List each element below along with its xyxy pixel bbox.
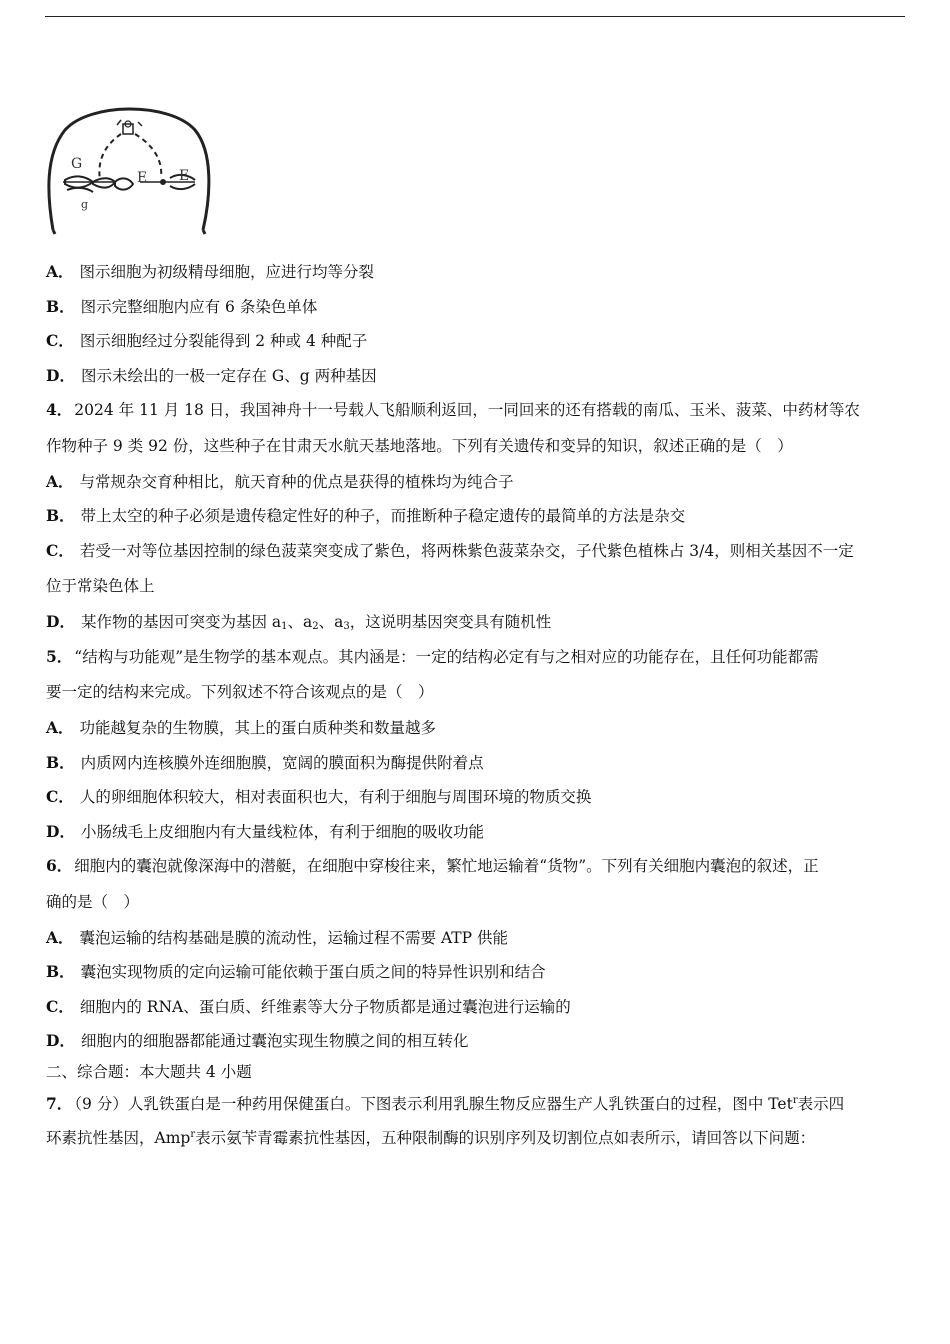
question-stem: 表示氨苄青霉素抗性基因，五种限制酶的识别序列及切割位点如表所示，请回答以下问题： (195, 1128, 816, 1147)
option-letter: A． (46, 927, 74, 947)
spindle-fiber-left (99, 134, 121, 180)
option-letter: D． (46, 1031, 75, 1050)
q7-stem-line2 (46, 1116, 906, 1153)
question-stem: （9 分）人乳铁蛋白是一种药用保健蛋白。下图表示利用乳腺生物反应器生产人乳铁蛋白的过程，图中 Tet (74, 1094, 793, 1113)
chromosome-middle (115, 178, 133, 189)
q6-option-a[interactable] (46, 921, 906, 956)
q4-stem-line1 (46, 393, 906, 428)
option-letter: B． (46, 752, 75, 772)
gene-label-E-2: E (179, 168, 190, 184)
option-letter: A． (46, 471, 74, 491)
gene-label-G: G (71, 156, 83, 172)
q4-option-c[interactable] (46, 534, 906, 569)
option-text: 带上太空的种子必须是遗传稳定性好的种子，而推断种子稳定遗传的最简单的方法是杂交 (80, 507, 686, 525)
q6-option-d[interactable] (46, 1024, 906, 1059)
option-text: 细胞内的 RNA、蛋白质、纤维素等大分子物质都是通过囊泡进行运输的 (79, 997, 571, 1016)
q5-option-c[interactable] (46, 780, 906, 815)
option-letter: C． (46, 996, 74, 1016)
option-text: 细胞内的细胞器都能通过囊泡实现生物膜之间的相互转化 (80, 1032, 469, 1050)
question-stem: 2024 年 11 月 18 日，我国神舟十一号载人飞船顺利返回，一同回来的还有搭载的南瓜、玉米、菠菜、中药材等农 (74, 401, 860, 419)
question-stem: “结构与功能观”是生物学的基本观点。其内涵是：一定的结构必定有与之相对应的功能存在，且任何功能都需 (74, 647, 819, 666)
option-text: 小肠绒毛上皮细胞内有大量线粒体，有利于细胞的吸收功能 (80, 822, 484, 841)
option-text: ，这说明基因突变具有随机性 (349, 613, 552, 631)
option-letter: A． (46, 718, 74, 737)
subscript: 2 (312, 621, 319, 632)
chromosome-left (63, 176, 117, 192)
option-text: 功能越复杂的生物膜，其上的蛋白质种类和数量越多 (79, 719, 437, 737)
option-text: 与常规杂交育种相比，航天育种的优点是获得的植株均为纯合子 (79, 472, 514, 491)
q3-option-c[interactable] (46, 324, 906, 359)
option-letter: B． (46, 506, 75, 525)
q4-option-c-line2: 位于常染色体上 (46, 577, 155, 595)
option-text: 、a (318, 613, 344, 631)
option-letter: A． (46, 262, 74, 281)
cell-division-figure (45, 100, 215, 235)
q5-option-d[interactable] (46, 815, 906, 850)
option-text: 若受一对等位基因控制的绿色菠菜突变成了紫色，将两株紫色菠菜杂交，子代紫色植株占 3/4，则相关基因不一定 (79, 541, 854, 560)
question-stem: 表示四 (797, 1094, 845, 1113)
question-stem: 细胞内的囊泡就像深海中的潜艇，在细胞中穿梭往来，繁忙地运输着“货物”。下列有关细胞内囊泡的叙述，正 (74, 857, 819, 875)
option-text: 人的卵细胞体积较大，相对表面积也大，有利于细胞与周围环境的物质交换 (79, 788, 592, 806)
superscript: r (792, 1094, 798, 1106)
section-2-title: 二、综合题：本大题共 4 小题 (46, 1062, 252, 1081)
q3-option-d[interactable] (46, 359, 906, 394)
option-text: 囊泡运输的结构基础是膜的流动性，运输过程不需要 ATP 供能 (79, 928, 509, 947)
q6-option-c[interactable] (46, 990, 906, 1025)
q6-stem-line2: 确的是（ ） (46, 892, 140, 911)
option-text: 图示完整细胞内应有 6 条染色单体 (80, 297, 318, 316)
q6-option-b[interactable] (46, 955, 906, 990)
gene-label-g: g (81, 198, 89, 211)
centrosome (117, 120, 142, 134)
q3-option-a[interactable] (46, 255, 906, 290)
option-letter: C． (46, 331, 74, 350)
option-text: 内质网内连核膜外连细胞膜，宽阔的膜面积为酶提供附着点 (80, 753, 484, 772)
option-letter: D． (46, 365, 75, 385)
q5-option-b[interactable] (46, 746, 906, 781)
question-content (46, 255, 906, 1153)
option-letter: D． (46, 612, 75, 631)
q7-stem-line1 (46, 1086, 906, 1116)
q4-option-d[interactable] (46, 605, 906, 640)
option-letter: B． (46, 296, 75, 316)
option-text: 图示未绘出的一极一定存在 G、g 两种基因 (80, 366, 377, 385)
question-number: 4． (46, 400, 73, 419)
cell-diagram (45, 100, 215, 235)
q4-option-b[interactable] (46, 499, 906, 534)
question-number: 6． (46, 856, 73, 875)
q4-option-a[interactable] (46, 465, 906, 500)
option-letter: C． (46, 540, 74, 560)
subscript: 1 (281, 621, 288, 632)
superscript: r (190, 1128, 196, 1140)
question-stem: 环素抗性基因，Amp (46, 1128, 191, 1147)
option-letter: D． (46, 821, 75, 841)
question-number: 5． (46, 646, 73, 666)
option-text: 图示细胞为初级精母细胞，应进行均等分裂 (79, 263, 375, 281)
question-number: 7． (46, 1093, 73, 1113)
q5-option-a[interactable] (46, 711, 906, 746)
option-text: 、a (287, 613, 313, 631)
q6-stem-line1 (46, 849, 906, 884)
q5-stem-line1 (46, 640, 906, 675)
q3-option-b[interactable] (46, 290, 906, 325)
option-letter: B． (46, 962, 75, 981)
q4-stem-line2: 作物种子 9 类 92 份，这些种子在甘肃天水航天基地落地。下列有关遗传和变异的知识，叙述正确的是（ ） (46, 436, 793, 455)
option-text: 某作物的基因可突变为基因 a (80, 613, 282, 631)
gene-label-E-1: E (137, 170, 148, 186)
option-letter: C． (46, 787, 74, 806)
option-text: 囊泡实现物质的定向运输可能依赖于蛋白质之间的特异性识别和结合 (80, 963, 546, 981)
subscript: 3 (343, 621, 350, 632)
q5-stem-line2: 要一定的结构来完成。下列叙述不符合该观点的是（ ） (46, 683, 434, 701)
header-rule (45, 16, 905, 17)
option-text: 图示细胞经过分裂能得到 2 种或 4 种配子 (79, 332, 368, 350)
